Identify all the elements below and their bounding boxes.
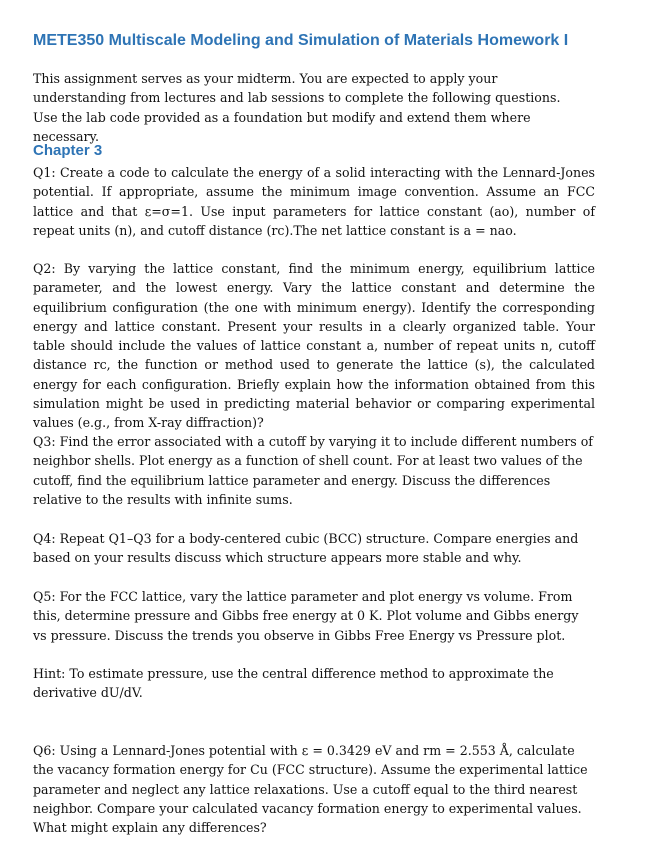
document-title: METE350 Multiscale Modeling and Simulation of Materials Homework I [33,32,569,49]
question-q4: Q4: Repeat Q1–Q3 for a body-centered cubic (BCC) structure. Compare energies and based on your results discuss which structure appears more stable and why. [33,531,579,566]
intro-paragraph: This assignment serves as your midterm. You are expected to apply your understanding from lectures and lab sessions to complete the following questions. Use the lab code provided as a foundation but modify and extend them where necessary. [33,71,561,144]
hint-paragraph: Hint: To estimate pressure, use the central difference method to approximate the derivative dU/dV. [33,666,554,701]
question-q6: Q6: Using a Lennard-Jones potential with ε = 0.3429 eV and rm = 2.553 Å, calculate the vacancy formation energy for Cu (FCC structure). Assume the experimental lattice parameter and neglect any lattice relaxations. Use a cutoff equal to the third nearest neighbor. Compare your calculated vacancy formation energy to experimental values. What might explain any differences? [33,743,588,836]
question-q2: Q2: By varying the lattice constant, find the minimum energy, equilibrium lattice parameter, and the lowest energy. Vary the lattice constant and determine the equilibrium configuration (the one with minimum energy). Identify the corresponding energy and lattice constant. Present your results in a clearly organized table. Your table should include the values of lattice constant a, number of repeat units n, cutoff distance rc, the function or method used to generate the lattice (s), the calculated energy for each configuration. Briefly explain how the information obtained from this simulation might be used in predicting material behavior or comparing experimental values (e.g., from X-ray diffraction)? [33,261,595,431]
question-q5: Q5: For the FCC lattice, vary the lattice parameter and plot energy vs volume. From this, determine pressure and Gibbs free energy at 0 K. Plot volume and Gibbs energy vs pressure. Discuss the trends you observe in Gibbs Free Energy vs Pressure plot. [33,589,579,643]
chapter-heading: Chapter 3 [33,142,103,159]
question-q3: Q3: Find the error associated with a cutoff by varying it to include different numbers of neighbor shells. Plot energy as a function of shell count. For at least two values of the cutoff, find the equilibrium lattice parameter and energy. Discuss the differences relative to the results with infinite sums. [33,434,593,507]
question-q1: Q1: Create a code to calculate the energy of a solid interacting with the Lennard-Jones potential. If appropriate, assume the minimum image convention. Assume an FCC lattice and that ε=σ=1. Use input parameters for lattice constant (ao), number of repeat units (n), and cutoff distance (rc).The net lattice constant is a = nao. [33,165,595,238]
